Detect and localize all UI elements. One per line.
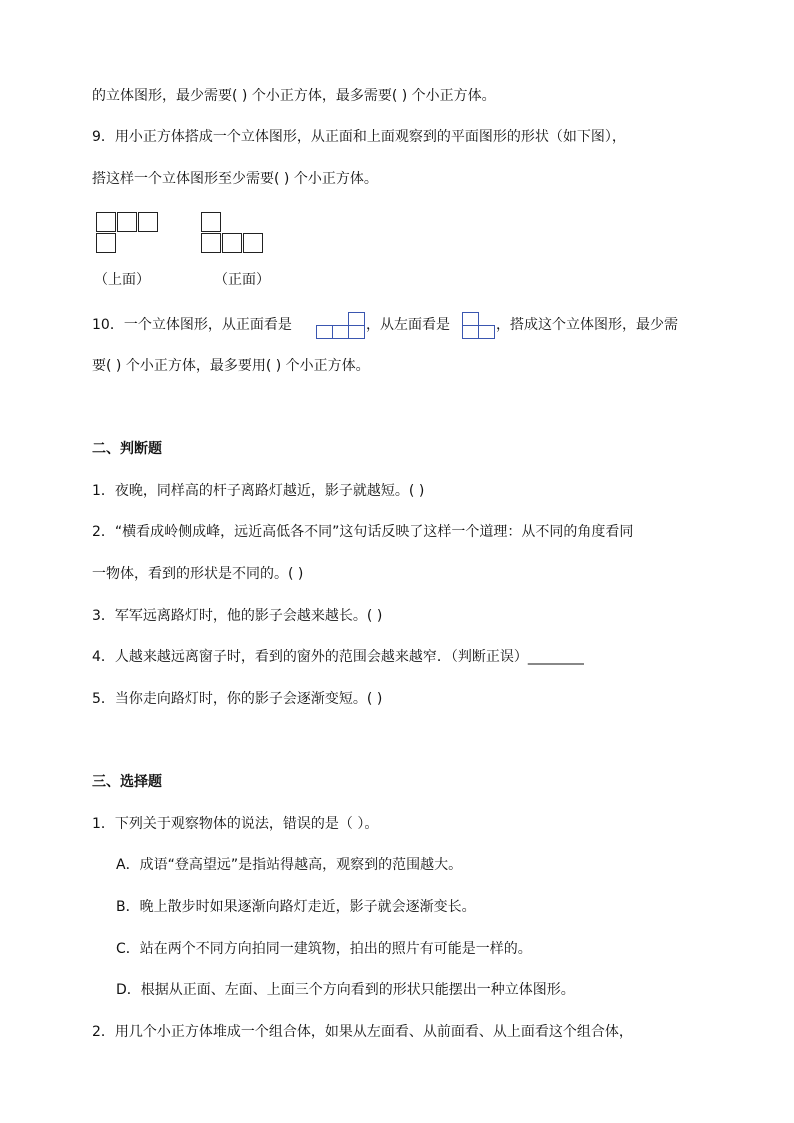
s3-q1-option-a: A．成语“登高望远”是指站得越高，观察到的范围越大。 [116,857,463,873]
q10-text-part1: 10．一个立体图形，从正面看是 [92,317,292,333]
s2-q1: 1．夜晚，同样高的杆子离路灯越近，影子就越短。( ) [92,483,425,499]
s3-q1: 1．下列关于观察物体的说法，错误的是（ ）。 [92,816,379,832]
q10-text-cont: 要( ) 个小正方体，最多要用( ) 个小正方体。 [92,358,370,374]
q9-text-cont: 搭这样一个立体图形至少需要( ) 个小正方体。 [92,171,378,187]
q8-continuation: 的立体图形，最少需要( ) 个小正方体，最多需要( ) 个小正方体。 [92,88,496,104]
s2-q4: 4．人越来越远离窗子时，看到的窗外的范围会越来越窄．（判断正误）________ [92,649,584,665]
s3-q2: 2．用几个小正方体堆成一个组合体，如果从左面看、从前面看、从上面看这个组合体， [92,1024,633,1040]
s3-q1-option-c: C．站在两个不同方向拍同一建筑物，拍出的照片有可能是一样的。 [116,941,532,957]
section2-title: 二、判断题 [92,441,162,457]
s2-q2: 2．“横看成岭侧成峰，远近高低各不同”这句话反映了这样一个道理：从不同的角度看同 [92,524,634,540]
s3-q1-option-b: B．晚上散步时如果逐渐向路灯走近，影子就会逐渐变长。 [116,899,476,915]
s2-q3: 3．军军远离路灯时，他的影子会越来越长。( ) [92,608,383,624]
section3-title: 三、选择题 [92,774,162,790]
q9-text: 9．用小正方体搭成一个立体图形，从正面和上面观察到的平面图形的形状（如下图）， [92,129,626,145]
caption-front-view: （正面） [214,272,270,288]
s2-q5: 5．当你走向路灯时，你的影子会逐渐变短。( ) [92,691,383,707]
q10-text-part2: ，从左面看是 [366,317,450,333]
s3-q1-option-d: D．根据从正面、左面、上面三个方向看到的形状只能摆出一种立体图形。 [116,982,575,998]
s2-q2-cont: 一物体，看到的形状是不同的。( ) [92,566,304,582]
caption-top-view: （上面） [94,272,150,288]
q10-text-part3: ，搭成这个立体图形，最少需 [496,317,678,333]
